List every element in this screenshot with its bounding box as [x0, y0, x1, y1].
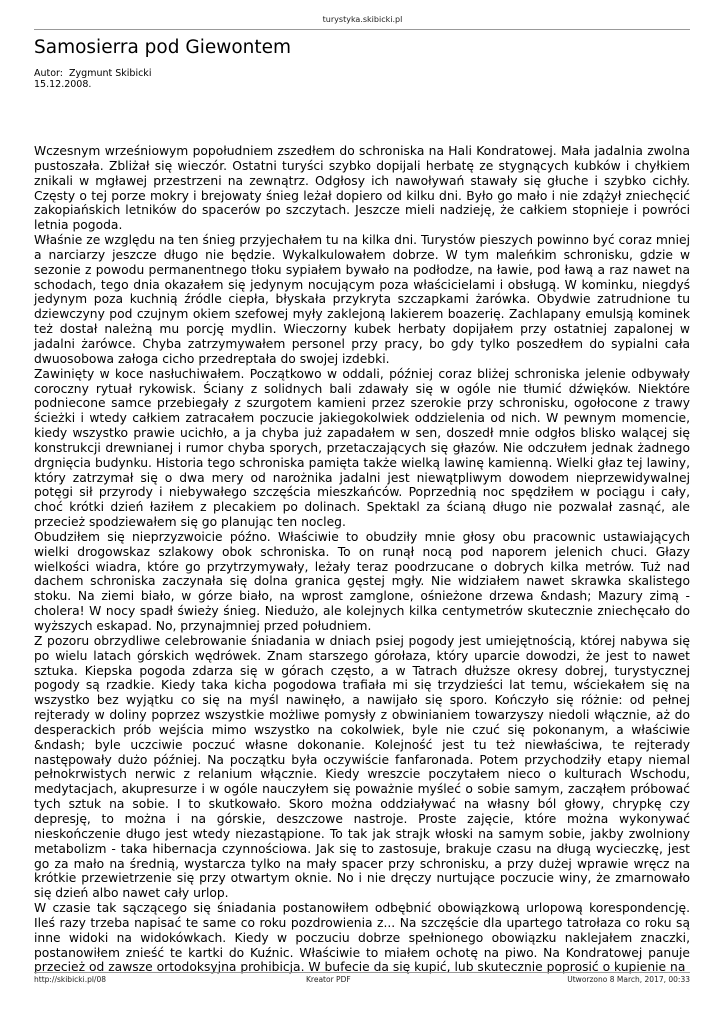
article-paragraph: Z pozoru obrzydliwe celebrowanie śniadania w dniach psiej pogody jest umiejętnością, której nabywa się po wielu latach górskich wędrówek. Znam starszego górołaza, który uparcie dowodzi, że jest to nawet sztuka. Kiepska pogoda zdarza się w górach często, a w Tatrach dłuższe okresy dobrej, turystycznej pogody są rzadkie. Kiedy taka kicha pogodowa trafiała mi się trzydzieści lat temu, wściekałem się na wszystko bez wyjątku co się na myśl nawinęło, a nawijało się sporo. Kończyło się różnie: od pełnej rejterady w doliny poprzez wszystkie możliwe pomysły z obwinianiem towarzyszy niedoli włącznie, aż do desperackich prób wejścia mimo wszystko na cokolwiek, byle nie czuć się pokonanym, a właściwie &ndash; byle uczciwie poczuć własne dokonanie. Kolejność jest tu też niewłaściwa, te rejterady następowały dużo później. Na początku była oczywiście fanfaronada. Potem przychodziły etapy niemal pełnokrwistych nerwic z relanium włącznie. Kiedy wreszcie poczytałem nieco o kulturach Wschodu, medytacjach, akupresurze i w ogóle nauczyłem się poważnie myśleć o sobie samym, zacząłem próbować tych sztuk na sobie. I to skutkowało. Skoro można oddziaływać na własny ból głowy, chrypkę czy depresję, to można i na górskie, deszczowe nastroje. Proste zajęcie, które można wykonywać nieskończenie długo jest wtedy niezastąpione. To tak jak strajk włoski na samym sobie, jakby zwolniony metabolizm - taka hibernacja czynnościowa. Jak się to zastosuje, brakuje czasu na długą wycieczkę, jest go za mało na średnią, wystarcza tylko na mały spacer przy schronisku, a przy dużej wprawie wręcz na krótkie przewietrzenie się przy otwartym oknie. No i nie dręczy nurtujące poczucie winy, że zmarnowało się dzień albo nawet cały urlop.	[34, 633, 690, 901]
article-title: Samosierra pod Giewontem	[34, 37, 292, 58]
header-divider	[34, 29, 690, 30]
author-name: Zygmunt Skibicki	[69, 68, 152, 79]
footer-divider	[34, 972, 690, 973]
author-label: Autor:	[34, 68, 63, 79]
article-body	[34, 144, 690, 975]
article-paragraph: Wczesnym wrześniowym popołudniem zszedłem do schroniska na Hali Kondratowej. Mała jadalnia zwolna pustoszała. Zbliżał się wieczór. Ostatni turyści szybko dopijali herbatę ze stygnących kubków i chyłkiem znikali w mgławej przestrzeni na zewnątrz. Odgłosy ich nawoływań stawały się głuche i szybko cichły. Częsty o tej porze mokry i brejowaty śnieg leżał dopiero od kilku dni. Było go mało i nie zdążył zniechęcić zakopiańskich letników do spacerów po szczytach. Jeszcze mieli nadzieję, że całkiem stopnieje i powróci letnia pogoda.	[34, 144, 690, 233]
article-date: 15.12.2008.	[34, 79, 92, 90]
footer-created: Utworzono 8 March, 2017, 00:33	[567, 975, 690, 984]
article-paragraph: Właśnie ze względu na ten śnieg przyjechałem tu na kilka dni. Turystów pieszych powinno być coraz mniej a narciarzy jeszcze długo nie będzie. Wykalkulowałem dobrze. W tym maleńkim schronisku, gdzie w sezonie z powodu permanentnego tłoku sypiałem bywało na podłodze, na ławie, pod ławą a raz nawet na schodach, tego dnia okazałem się jedynym nocującym poza właścicielami i obsługą. W kominku, niegdyś jedynym poza kuchnią źródle ciepła, błyskała przykryta szczapkami żarówka. Obydwie zatrudnione tu dziewczyny pod czujnym okiem szefowej myły zaklejoną lakierem boazerię. Zachlapany emulsją kominek też dostał należną mu porcję mydlin. Wieczorny kubek herbaty dopijałem przy ostatniej zapalonej w jadalni żarówce. Chyba zatrzymywałem personel przy pracy, bo gdy tylko poszedłem do sypialni cała dwuosobowa załoga cicho przedreptała do swojej izdebki.	[34, 233, 690, 366]
article-paragraph: Zawinięty w koce nasłuchiwałem. Początkowo w oddali, później coraz bliżej schroniska jelenie odbywały coroczny rytuał rykowisk. Ściany z solidnych bali zdawały się w ogóle nie tłumić dźwięków. Niektóre podniecone samce przebiegały z szurgotem kamieni przez szerokie przy schronisku, ogołocone z trawy ścieżki i wtedy całkiem zatracałem poczucie jakiegokolwiek oddzielenia od nich. W pewnym momencie, kiedy wszystko prawie ucichło, a ja chyba już zapadałem w sen, doszedł mnie odgłos blisko walącej się konstrukcji drewnianej i rumor chyba sporych, przetaczających się głazów. Nie odczułem jednak żadnego drgnięcia budynku. Historia tego schroniska pamięta także wielką lawinę kamienną. Wielki głaz tej lawiny, który zatrzymał się o dwa mery od narożnika jadalni jest niewątpliwym dowodem nieprzewidywalnej potęgi sił przyrody i niebywałego szczęścia mieszkańców. Poprzednią noc spędziłem w pociągu i cały, choć krótki dzień łaziłem z plecakiem po dolinach. Spektakl za ścianą długo nie pozwalał zasnąć, ale przecież spodziewałem się go planując ten nocleg.	[34, 366, 690, 530]
author-line	[34, 68, 151, 79]
header-site-url: turystyka.skibicki.pl	[322, 15, 403, 24]
footer-url: http://skibicki.pl/08	[34, 975, 107, 984]
page-footer	[34, 975, 690, 987]
article-meta	[34, 68, 151, 90]
article-paragraph: Obudziłem się nieprzyzwoicie późno. Właściwie to obudziły mnie głosy obu pracownic ustawiających wielki drogowskaz szlakowy obok schroniska. To on runął nocą pod naporem jelenich chuci. Głazy wielkości wiadra, które go przytrzymywały, leżały teraz poodrzucane o dobrych kilka metrów. Tuż nad dachem schroniska zaczynała się dolna granica gęstej mgły. Nie widziałem nawet skrawka skalistego stoku. Na ziemi biało, w górze biało, na wprost zamglone, ośnieżone drzewa &ndash; Mazury zimą - cholera! W nocy spadł świeży śnieg. Niedużo, ale kolejnych kilka centymetrów skutecznie zniechęcało do wyższych eskapad. No, przynajmniej przed południem.	[34, 529, 690, 633]
article-paragraph: W czasie tak sączącego się śniadania postanowiłem odbębnić obowiązkową urlopową korespondencję. Ileś razy trzeba napisać te same co roku pozdrowienia z... Na szczęście dla upartego tatrołaza co roku są inne widoki na widokówkach. Kiedy w poczuciu dobrze spełnionego obowiązku naklejałem znaczki, postanowiłem znieść te kartki do Kuźnic. Właściwie to miałem ochotę na piwo. Na Kondratowej panuje przecież od zawsze ortodoksyjna prohibicja. W bufecie da się kupić, lub skutecznie poprosić o kupienie na	[34, 901, 690, 975]
footer-generator: Kreator PDF	[306, 975, 351, 984]
